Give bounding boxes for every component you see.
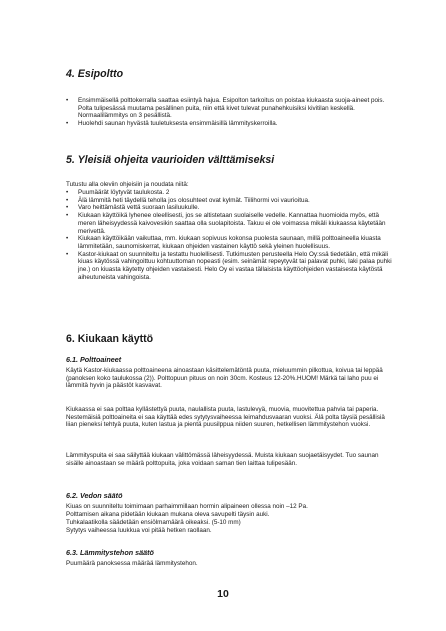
draft-line: Polttamisen aikana pidetään kiukaan mukana oleva savupelti täysin auki. [66, 511, 270, 518]
list-item: • Kastor-kiukaat on suunniteltu ja testattu huolellisesti. Tutkimusten perusteella Helo Oy:ssä tiedetään, että mikäli kiuas käytössä vahingoittuu kohtuuttoman nopeasti (esim. seinämät repeytyvät tai palavat puhki, laki palaa puhki jne.) on kiuasta käytetty ohjeiden vastaisesti. Helo Oy ei vastaa tällaisista käyttöohjeiden vastaisesta käytöstä aiheutuneista vahingoista. [66, 251, 392, 282]
paragraph-fuels-2: Kiukaassa ei saa polttaa kyllästettyä puuta, naulallista puuta, lastulevyä, muovia, muovitettua pahvia tai paperia. Nestemäisiä polttoaineita ei saa käyttää edes sytytysvaiheessa leimahdusvaaran vuoksi. Älä polta täysiä pesällisiä liian pieneksi tehtyä puuta, kuten lastua ja pientä puusilppua niiden suuren, hetkellisen lämmitystehon vuoksi. [66, 406, 385, 429]
list-item: • Huolehdi saunan hyvästä tuuletuksesta ensimmäisillä lämmityskerroilla. [66, 120, 392, 128]
section-5-intro: Tutustu alla oleviin ohjeisiin ja noudata niitä: [66, 181, 189, 188]
section-4-heading: 4. Esipoltto [66, 68, 124, 80]
draft-line: Tuhkalaatikolla säädetään ensiölmamäärä oikeaksi. (5-10 mm) [66, 519, 241, 526]
list-item: • Ensimmäisellä polttokerralla saattaa esiintyä hajua. Esipolton tarkoitus on poistaa kiukaasta suoja-aineet pois. Polta tulipesässä muutama pesällinen puita, niin että kivet tulevat punahehkuisiksi kivitilan keskellä. Normaalilämmitys on 3 pesällistä. [66, 97, 392, 120]
section-5-list [66, 189, 392, 281]
section-6-heading: 6. Kiukaan käyttö [66, 333, 154, 345]
subsection-6-1-heading: 6.1. Polttoaineet [66, 355, 122, 364]
list-item: • Älä lämmitä heti täydellä teholla jos olosuhteet ovat kylmät. Tiilihormi voi vaurioitua. [66, 197, 392, 205]
draft-line: Kiuas on suunniteltu toimimaan parhaimmillaan hormin alipaineen ollessa noin –12 Pa. [66, 503, 308, 510]
subsection-6-3-heading: 6.3. Lämmitystehon säätö [66, 548, 154, 557]
list-item: • Puumäärät löytyvät taulukosta. 2 [66, 189, 392, 197]
list-item: • Varo heittämästä vettä suoraan lasiluukulle. [66, 204, 392, 212]
list-item: • Kiukaan käyttöikä lyhenee oleellisesti, jos se altistetaan suolaiselle vedelle. Kannattaa huomioida myös, että meren läheisyydessä kaivovesikin saattaa olla suolapitoista. Takuu ei ole voimassa mikäli kiukaassa käytetään merivettä. [66, 212, 392, 235]
page-number: 10 [217, 588, 229, 600]
paragraph-fuels-3: Lämmityspuita ei saa säilyttää kiukaan välittömässä läheisyydessä. Muista kiukaan suojaetäisyydet. Tuo saunan sisälle ainoastaan se määrä polttopuita, joka voidaan saman tien laittaa tulipesään. [66, 452, 379, 467]
draft-line: Sytytys vaiheessa luukkua voi pitää hetken raollaan. [66, 527, 212, 534]
section-5-heading: 5. Yleisiä ohjeita vaurioiden välttämiseksi [66, 154, 275, 166]
section-4-list [66, 97, 392, 128]
list-item: • Kiukaan käyttöikään vaikuttaa, mm. kiukaan sopivuus kokonsa puolesta saunaan, millä polttoaineella kiuasta lämmitetään, saunomiskerrat, kiukaan ohjeiden vastainen käyttö sekä yleinen huolellisuus. [66, 235, 392, 250]
heating-power-line: Puumäärä panoksessa määrää lämmitystehon. [66, 560, 198, 567]
paragraph-fuels-1: Käytä Kastor-kiukaassa polttoaineena ainoastaan käsittelemätöntä puuta, mieluummin pilkottua, koivua tai leppää (panoksen koko taulukossa (2)). Polttopuun pituus on noin 30cm. Kosteus 12-20%.HUOM! Märkä tai laho puu ei lämmitä hyvin ja päästöt kasvavat. [66, 367, 383, 390]
subsection-6-2-heading: 6.2. Vedon säätö [66, 491, 123, 500]
